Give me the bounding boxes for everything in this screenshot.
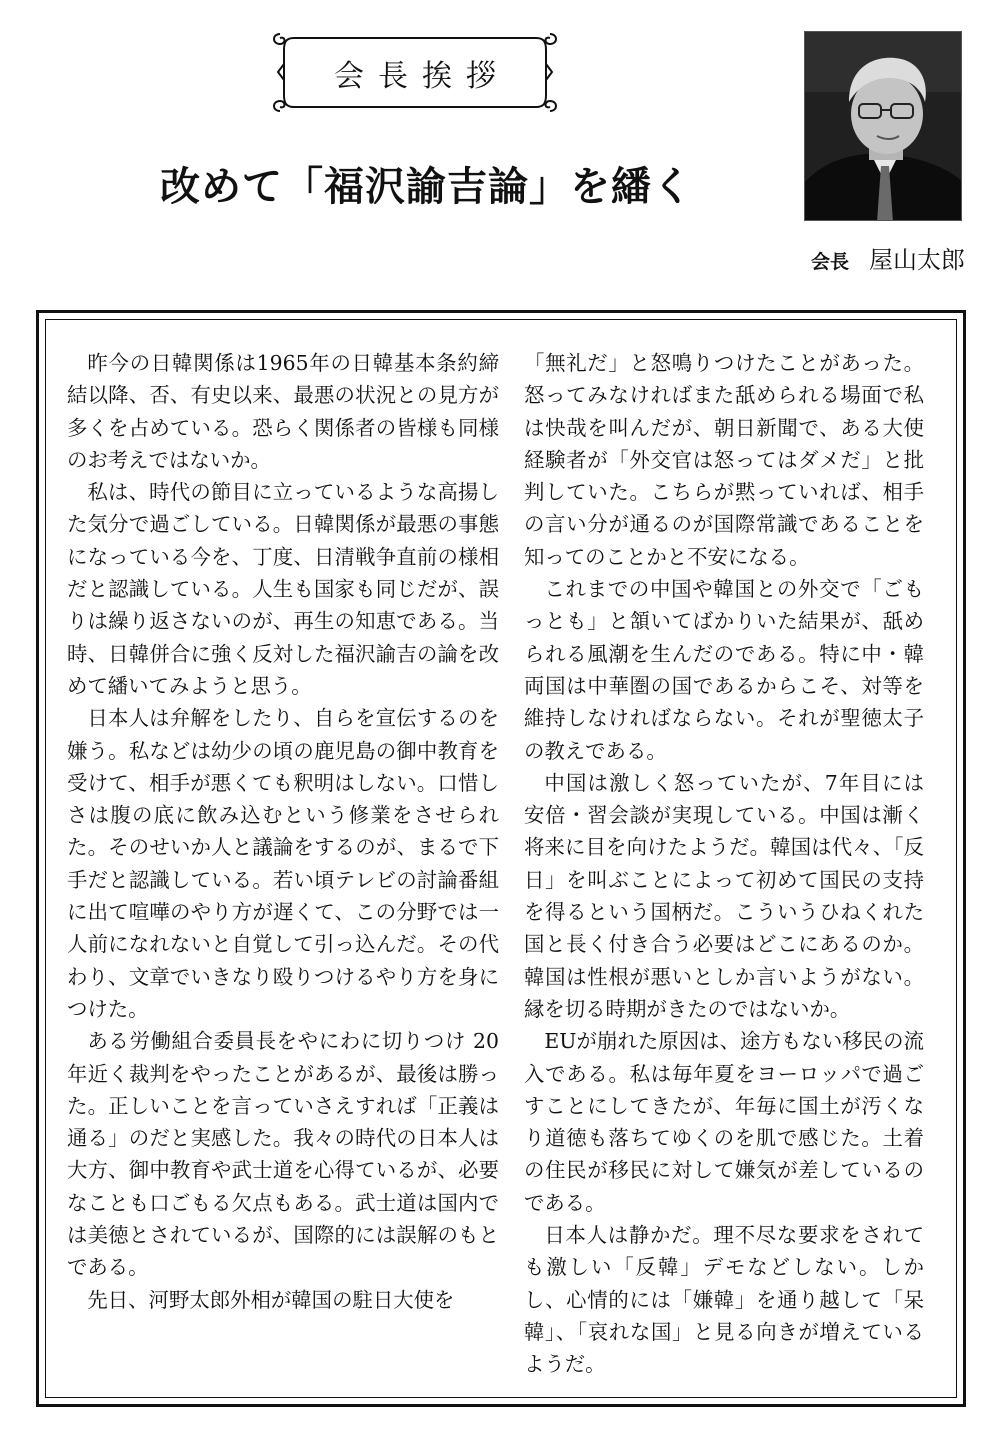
paragraph: 日本人は静かだ。理不尽な要求をされても激しい「反韓」デモなどしない。しかし、心情的には「嫌韓」を通り越して「呆韓」、「哀れな国」と見る向きが増えているようだ。: [524, 1223, 924, 1377]
paragraph: 日本人は弁解をしたり、自らを宣伝するのを嫌う。私などは幼少の頃の鹿児島の御中教育を受けて、相手が悪くても釈明はしない。口惜しさは腹の底に飲み込むという修業をさせられた。そのせいか人と議論をするのが、まるで下手だと認識している。若い頃テレビの討論番組に出て喧嘩のやり方が遅くて、この分野では一人前になれないと自覚して引っ込んだ。その代わり、文章でいきなり殴りつけるやり方を身につけた。: [67, 706, 499, 1021]
section-label: 会長挨拶: [334, 58, 510, 94]
article-headline: 改めて「福沢諭吉論」を繙く: [160, 163, 693, 210]
paragraph: ある労働組合委員長をやにわに切りつけ 20年近く裁判をやったことがあるが、最後は勝った。正しいことを言っていさえすれば「正義は通る」のだと実感した。我々の時代の日本人は大方、御中教育や武士道を心得ているが、必要なことも口ごもる欠点もある。武士道は国内では美徳とされているが、国際的には誤解のもとである。: [67, 1029, 499, 1280]
paragraph: 昨今の日韓関係は1965年の日韓基本条約締結以降、否、有史以来、最悪の状況との見方が多くを占めている。恐らく関係者の皆様も同様のお考えではないか。: [67, 351, 499, 472]
paragraph: これまでの中国や韓国との外交で「ごもっとも」と頷いてばかりいた結果が、舐められる風潮を生んだのである。特に中・韓両国は中華圏の国であるからこそ、対等を維持しなければならない。それが聖徳太子の教えである。: [524, 577, 924, 763]
author-name: 屋山太郎: [869, 246, 965, 274]
section-label-frame: [270, 30, 560, 115]
article-frame: [36, 310, 966, 1407]
article-left-column: [67, 347, 499, 1316]
paragraph: 「無礼だ」と怒鳴りつけたことがあった。怒ってみなければまた舐められる場面で私は快哉を叫んだが、朝日新聞で、ある大使経験者が「外交官は怒ってはダメだ」と批判していた。こちらが黙っていれば、相手の言い分が通るのが国際常識であることを知ってのことかと不安になる。: [524, 351, 924, 569]
author-byline: [760, 240, 965, 275]
article-right-column: [524, 347, 924, 1381]
author-role: 会長: [810, 251, 849, 273]
paragraph: EUが崩れた原因は、途方もない移民の流入である。私は毎年夏をヨーロッパで過ごすことにしてきたが、年毎に国土が汚くなり道徳も落ちてゆくのを肌で感じた。土着の住民が移民に対して嫌気が差しているのである。: [524, 1029, 924, 1215]
paragraph: 先日、河野太郎外相が韓国の駐日大使を: [87, 1287, 455, 1312]
paragraph: 私は、時代の節目に立っているような高揚した気分で過ごしている。日韓関係が最悪の事態になっている今を、丁度、日清戦争直前の様相だと認識している。人生も国家も同じだが、誤りは繰り返さないのが、再生の知恵である。当時、日韓併合に強く反対した福沢諭吉の論を改めて繙いてみようと思う。: [67, 480, 499, 698]
paragraph: 中国は激しく怒っていたが、7年目には安倍・習会談が実現している。中国は漸く将来に目を向けたようだ。韓国は代々、「反日」を叫ぶことによって初めて国民の支持を得るという国柄だ。こういうひねくれた国と長く付き合う必要はどこにあるのか。韓国は性根が悪いとしか言いようがない。縁を切る時期がきたのではないか。: [524, 770, 924, 1021]
author-portrait: [804, 31, 962, 221]
